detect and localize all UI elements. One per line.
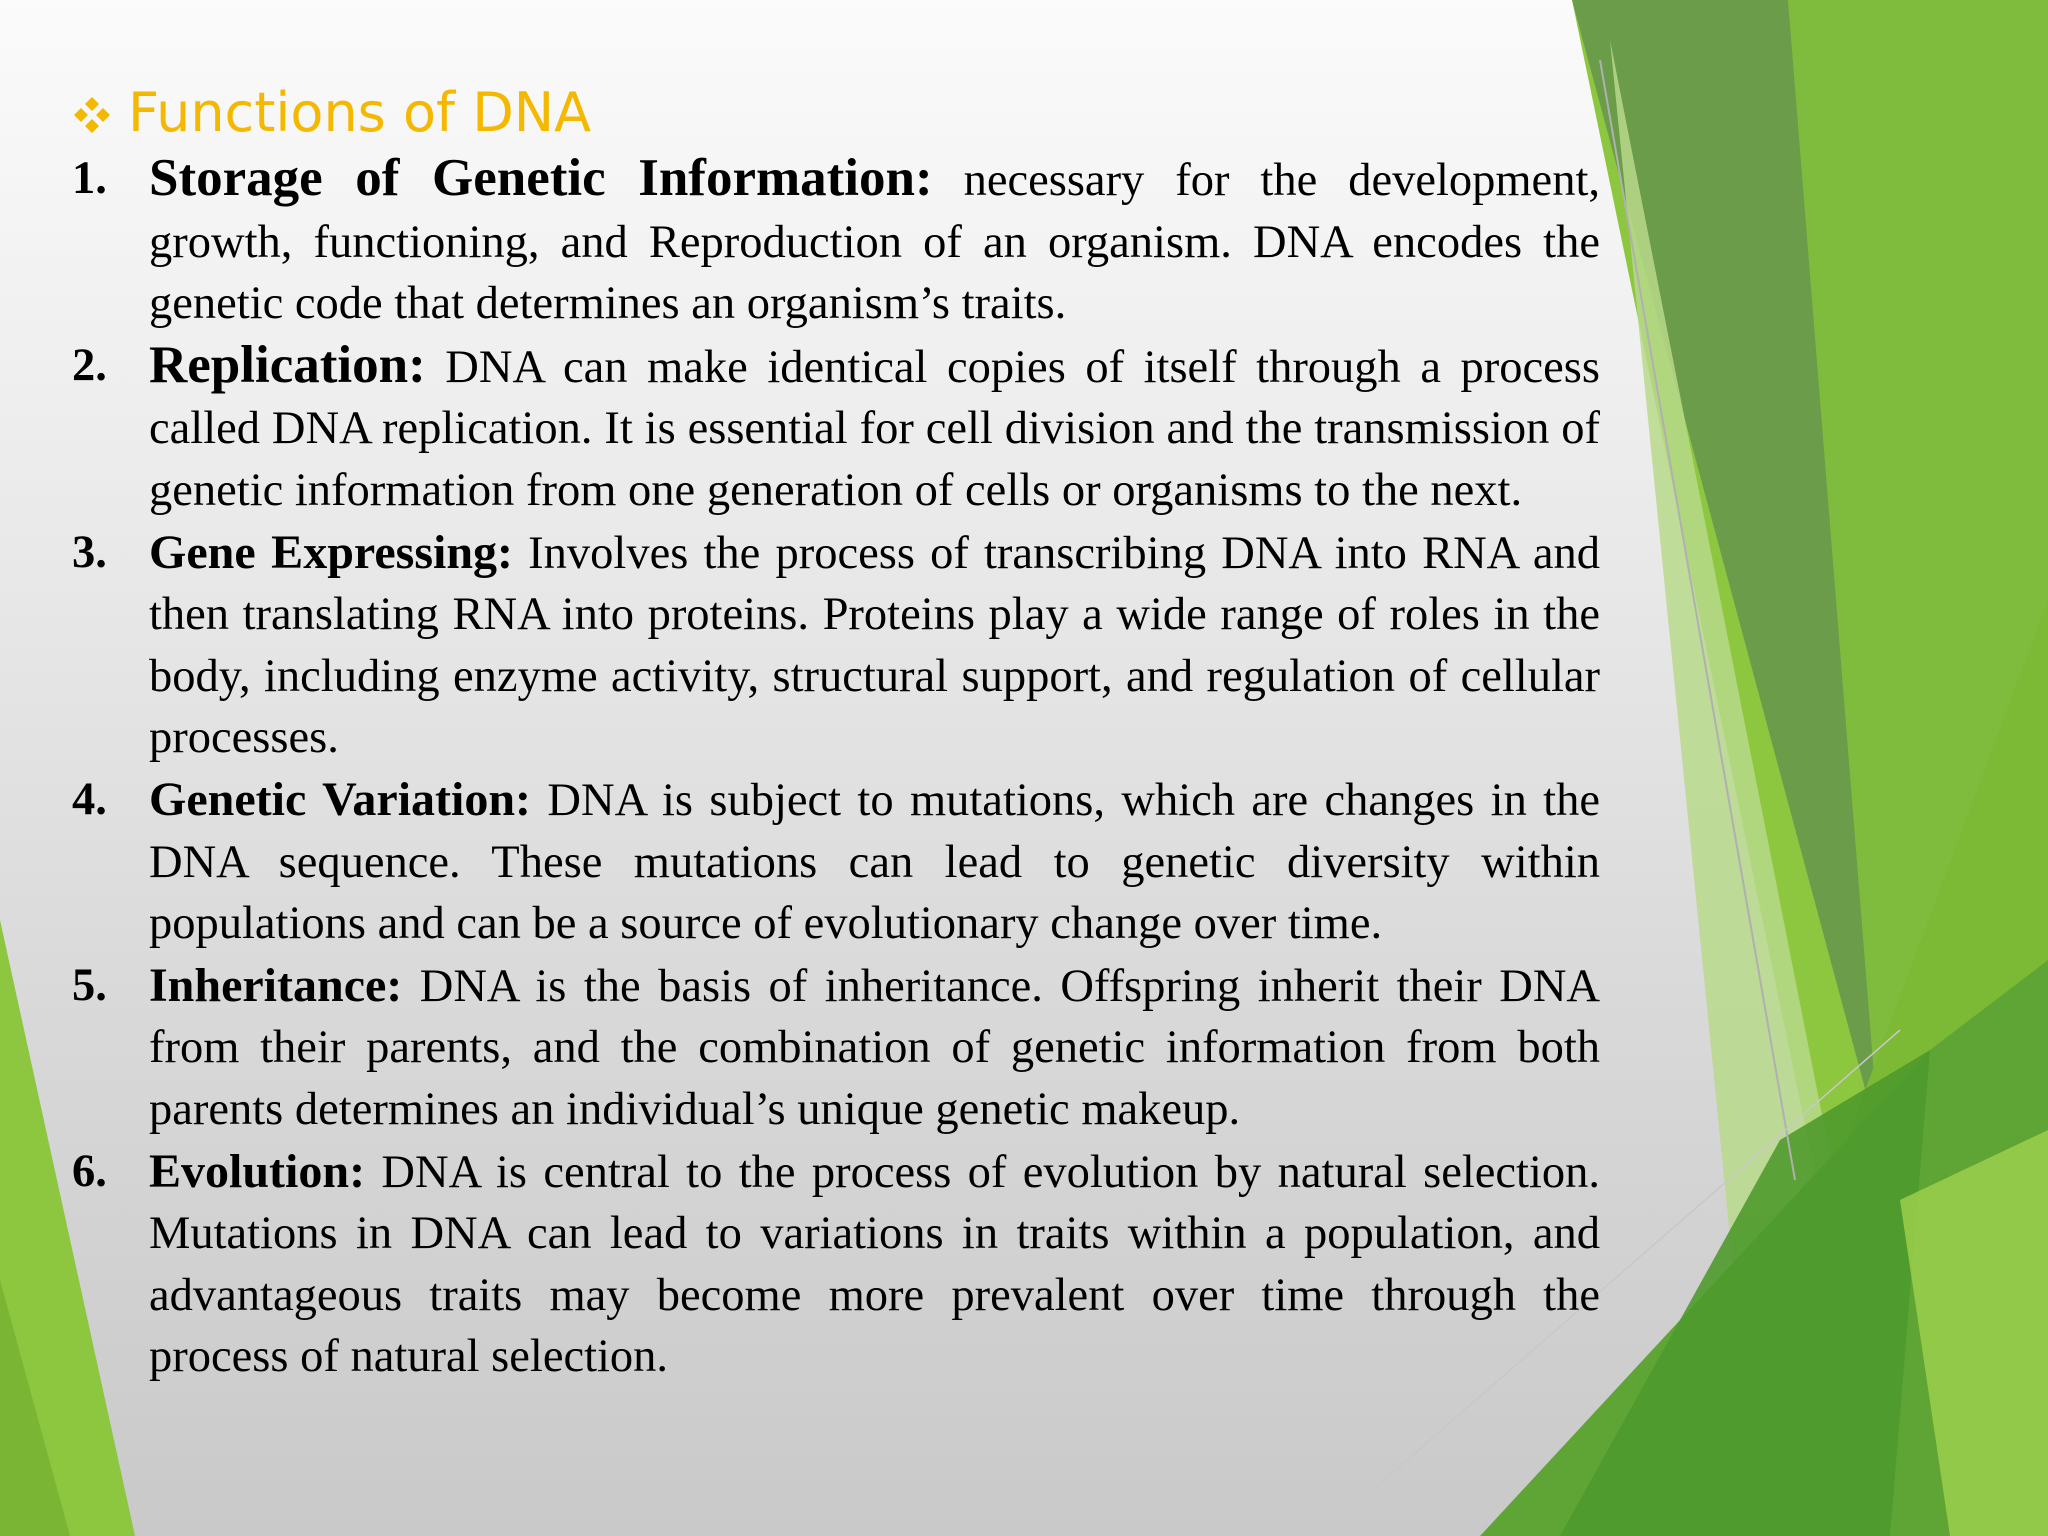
item-text: necessary for the development, growth, functioning, and Reproduction of an organism. DNA encodes the genetic code that determines an organism’s traits. xyxy=(149,155,1600,330)
item-number: 5. xyxy=(72,959,107,1011)
item-term: Genetic Variation: xyxy=(149,772,532,826)
functions-list xyxy=(72,148,1600,1388)
item-number: 6. xyxy=(72,1145,107,1197)
list-item xyxy=(72,955,1600,1141)
list-item xyxy=(72,1141,1600,1388)
item-number: 3. xyxy=(72,526,107,578)
item-term: Evolution: xyxy=(149,1144,366,1198)
item-term: Storage of Genetic Information: xyxy=(149,149,933,207)
item-term: Gene Expressing: xyxy=(149,525,514,579)
item-text: DNA is the basis of inheritance. Offspring inherit their DNA from their parents, and the combination of genetic information from both parents determines an individual’s unique genetic makeup. xyxy=(149,960,1600,1135)
slide-title-text: Functions of DNA xyxy=(128,81,592,144)
list-item xyxy=(72,769,1600,955)
item-term: Inheritance: xyxy=(149,958,403,1012)
item-text: DNA can make identical copies of itself through a process called DNA replication. It is essential for cell division and the transmission of genetic information from one generation of cells or organisms to the next. xyxy=(149,341,1600,516)
list-item xyxy=(72,522,1600,769)
item-number: 4. xyxy=(72,773,107,825)
list-item xyxy=(72,148,1600,335)
four-diamond-bullet-icon xyxy=(72,95,112,135)
item-text: Involves the process of transcribing DNA into RNA and then translating RNA into proteins. Proteins play a wide range of roles in the body, including enzyme activity, structural support, and regulation of cellular processes. xyxy=(149,527,1600,764)
item-number: 2. xyxy=(72,339,107,391)
item-term: Replication: xyxy=(149,335,426,394)
item-number: 1. xyxy=(72,153,107,204)
list-item xyxy=(72,335,1600,522)
item-text: DNA is central to the process of evolution by natural selection. Mutations in DNA can lead to variations in traits within a population, and advantageous traits may become more prevalent over time through the process of natural selection. xyxy=(149,1146,1600,1383)
slide-title xyxy=(72,78,591,148)
item-text: DNA is subject to mutations, which are changes in the DNA sequence. These mutations can lead to genetic diversity within populations and can be a source of evolutionary change over time. xyxy=(149,774,1600,950)
